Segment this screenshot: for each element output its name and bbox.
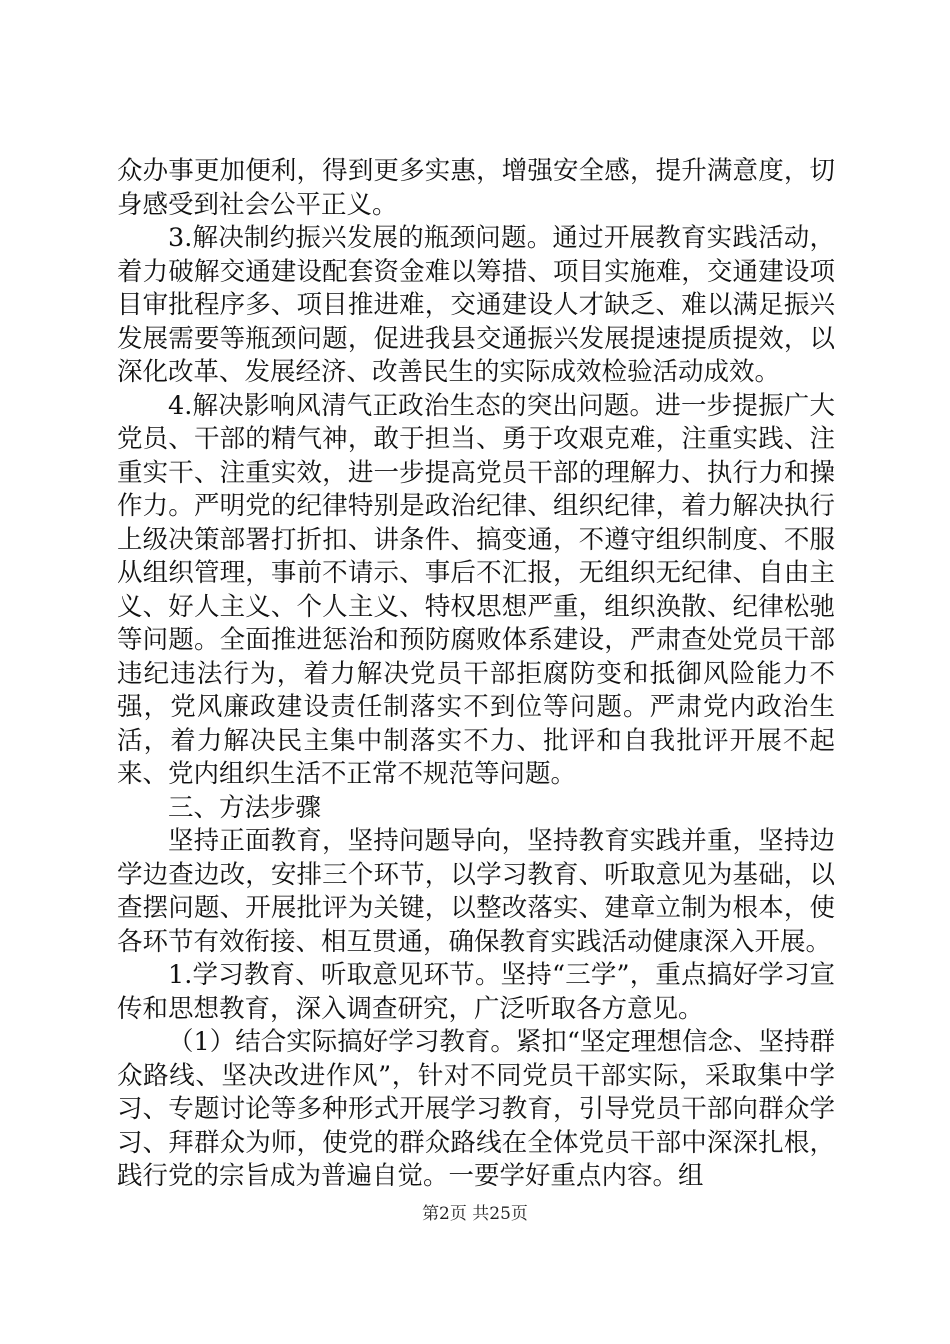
paragraph-item-3: 3.解决制约振兴发展的瓶颈问题。通过开展教育实践活动，着力破解交通建设配套资金难以筹措、项目实施难，交通建设项目审批程序多、项目推进难，交通建设人才缺乏、难以满足振兴发展需要等瓶颈问题，促进我县交通振兴发展提速提质提效，以深化改革、发展经济、改善民生的实际成效检验活动成效。	[117, 223, 835, 387]
paragraph-methods-intro: 坚持正面教育，坚持问题导向，坚持教育实践并重，坚持边学边查边改，安排三个环节，以学习教育、听取意见为基础，以查摆问题、开展批评为关键，以整改落实、建章立制为根本，使各环节有效衔接、相互贯通，确保教育实践活动健康深入开展。	[117, 826, 835, 957]
page-number: 第2页 共25页	[422, 1204, 528, 1224]
paragraph-step-1: 1.学习教育、听取意见环节。坚持“三学”，重点搞好学习宣传和思想教育，深入调查研究，广泛听取各方意见。	[117, 960, 835, 1024]
section-heading-methods: 三、方法步骤	[168, 792, 322, 823]
paragraph-item-4: 4.解决影响风清气正政治生态的突出问题。进一步提振广大党员、干部的精气神，敢于担当、勇于攻艰克难，注重实践、注重实干、注重实效，进一步提高党员干部的理解力、执行力和操作力。严明党的纪律特别是政治纪律、组织纪律，着力解决执行上级决策部署打折扣、讲条件、搞变通，不遵守组织制度、不服从组织管理，事前不请示、事后不汇报，无组织无纪律、自由主义、好人主义、个人主义、特权思想严重，组织涣散、纪律松驰等问题。全面推进惩治和预防腐败体系建设，严肃查处党员干部违纪违法行为，着力解决党员干部拒腐防变和抵御风险能力不强，党风廉政建设责任制落实不到位等问题。严肃党内政治生活，着力解决民主集中制落实不力、批评和自我批评开展不起来、党内组织生活不正常不规范等问题。	[117, 390, 835, 789]
paragraph-continuation: 众办事更加便利，得到更多实惠，增强安全感，提升满意度，切身感受到社会公平正义。	[117, 156, 835, 220]
document-body	[117, 155, 835, 1194]
paragraph-step-1-sub-1: （1）结合实际搞好学习教育。紧扣“坚定理想信念、坚持群众路线、坚决改进作风”，针对不同党员干部实际，采取集中学习、专题讨论等多种形式开展学习教育，引导党员干部向群众学习、拜群众为师，使党的群众路线在全体党员干部中深深扎根，践行党的宗旨成为普遍自觉。一要学好重点内容。组	[117, 1027, 835, 1191]
page-footer	[0, 1203, 950, 1225]
